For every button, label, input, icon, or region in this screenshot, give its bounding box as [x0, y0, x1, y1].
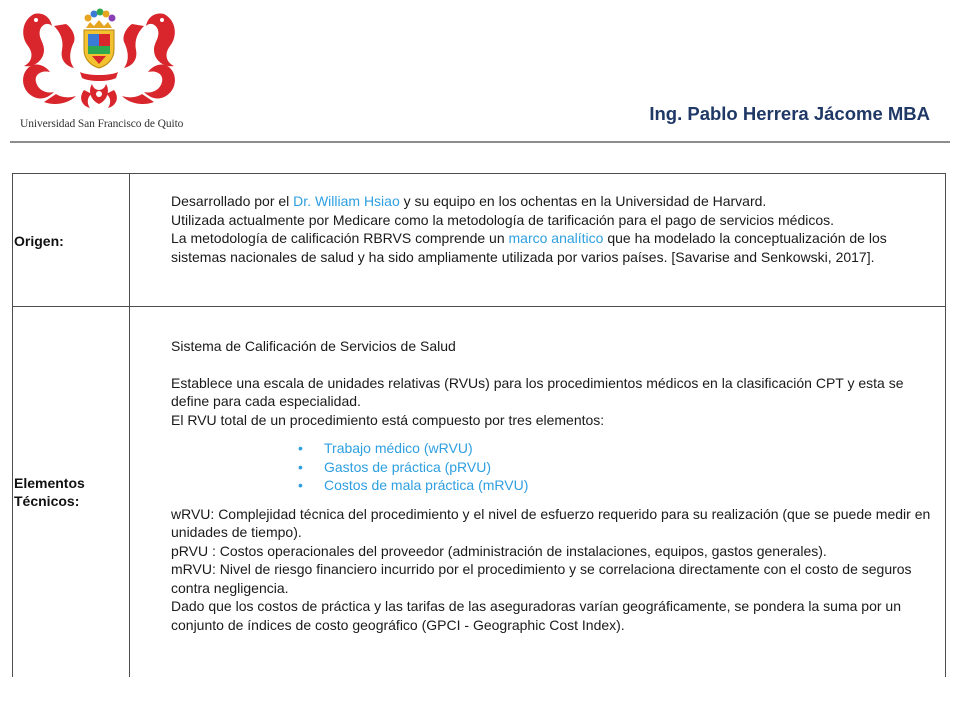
info-table — [12, 173, 946, 677]
wrvu-description: wRVU: Complejidad técnica del procedimiento y el nivel de esfuerzo requerido para su realización (que se puede medir en unidades de tiempo). — [171, 505, 931, 540]
prvu-description: pRVU : Costos operacionales del proveedor (administración de instalaciones, equipos, gastos generales). — [171, 542, 827, 559]
origen-line-3-rest: que ha modelado la conceptualización de los sistemas nacionales de salud y ha sido ampliamente utilizada por varios países. [Savarise and Senkowski, 2017]. — [171, 230, 887, 265]
content-cell-elementos — [171, 337, 935, 634]
william-hsiao-link[interactable]: Dr. William Hsiao — [293, 193, 400, 209]
label-cell-elementos — [13, 307, 130, 677]
list-item — [298, 476, 960, 495]
table-row-origen — [12, 173, 946, 306]
university-caption: Universidad San Francisco de Quito — [20, 118, 184, 130]
elementos-heading: Sistema de Calificación de Servicios de Salud — [171, 338, 456, 354]
origen-line-1-rest: y su equipo en los ochentas en la Universidad de Harvard. — [399, 193, 767, 209]
marco-analitico-link[interactable]: marco analítico — [508, 230, 604, 246]
bullet-icon: • — [298, 440, 303, 456]
rvu-elements-list — [298, 439, 960, 495]
university-logo — [14, 6, 184, 134]
origen-line-1-text: Desarrollado por el — [171, 193, 294, 209]
content-cell-origen — [171, 192, 935, 266]
origen-line-1 — [171, 192, 935, 211]
row-label-elementos-line1: Elementos — [14, 475, 85, 491]
list-item — [298, 439, 960, 458]
list-item — [298, 458, 960, 477]
label-cell-origen — [13, 174, 130, 306]
bullet-icon: • — [298, 477, 303, 493]
bullet-text: Gastos de práctica (pRVU) — [324, 458, 492, 475]
origen-line-3-text: La metodología de calificación RBRVS comprende un — [171, 230, 509, 246]
mrvu-description: mRVU: Nivel de riesgo financiero incurrido por el procedimiento y se correlaciona directamente con el costo de seguros contra negligencia. — [171, 561, 912, 596]
author-name: Ing. Pablo Herrera Jácome MBA — [649, 103, 930, 124]
gpci-description: Dado que los costos de práctica y las tarifas de las aseguradoras varían geográficamente, se pondera la suma por un conjunto de índices de costo geográfico (GPCI - Geographic Cost Index). — [171, 598, 901, 633]
elementos-para-2: El RVU total de un procedimiento está compuesto por tres elementos: — [171, 411, 605, 428]
table-row-elementos — [12, 306, 946, 677]
row-label-elementos-line2: Técnicos: — [14, 493, 80, 509]
bullet-text: Trabajo médico (wRVU) — [324, 440, 473, 456]
elementos-para-1: Establece una escala de unidades relativas (RVUs) para los procedimientos médicos en la clasificación CPT y esta se define para cada especialidad. — [171, 374, 904, 409]
row-label-origen: Origen: — [14, 233, 64, 249]
origen-line-2: Utilizada actualmente por Medicare como la metodología de tarificación para el pago de servicios médicos. — [171, 211, 835, 228]
header-divider — [10, 141, 950, 143]
row-label-elementos — [14, 474, 85, 510]
origen-line-3 — [171, 229, 935, 266]
bullet-text: Costos de mala práctica (mRVU) — [324, 477, 529, 493]
bullet-icon: • — [298, 458, 303, 475]
university-crest-icon — [14, 6, 184, 118]
